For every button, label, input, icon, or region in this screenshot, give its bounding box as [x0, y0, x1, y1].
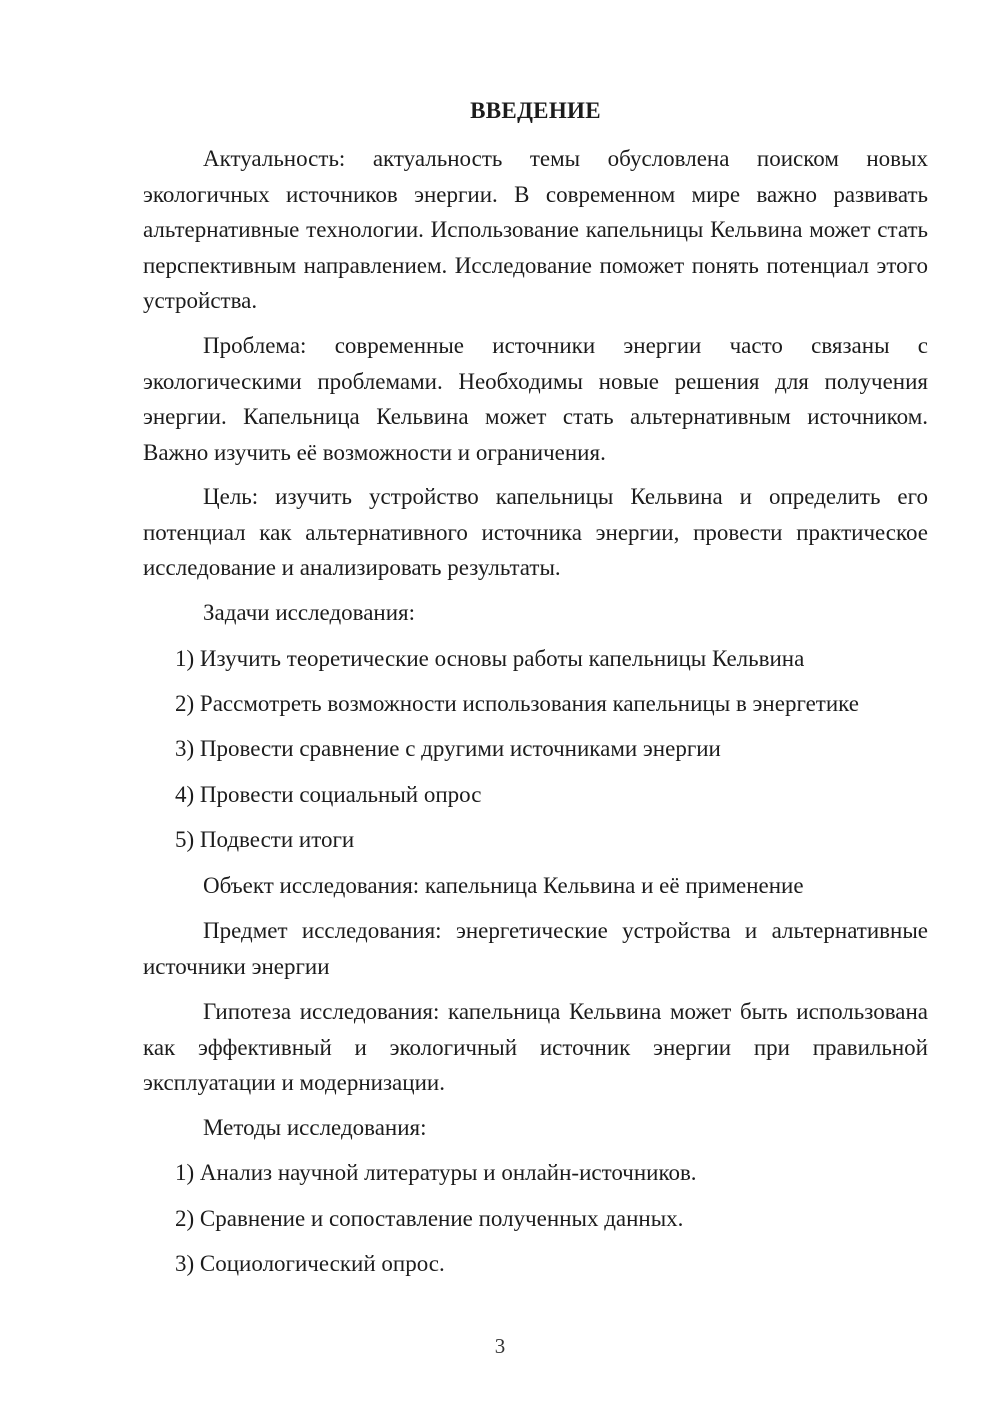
tasks-heading: Задачи исследования: — [203, 600, 416, 625]
object-line: Объект исследования: капельница Кельвина и её применение — [203, 873, 804, 898]
page-number: 3 — [494, 1334, 506, 1358]
method-item-2: 2) Сравнение и сопоставление полученных данных. — [175, 1206, 684, 1231]
goal-paragraph: Цель: изучить устройство капельницы Кельвина и определить его потенциал как альтернативного источника энергии, провести практическое исследование и анализировать результаты. — [143, 484, 928, 580]
hypothesis-paragraph: Гипотеза исследования: капельница Кельвина может быть использована как эффективный и экологичный источник энергии при правильной эксплуатации и модернизации. — [143, 999, 928, 1095]
method-item-1: 1) Анализ научной литературы и онлайн-источников. — [175, 1160, 697, 1185]
task-item-3: 3) Провести сравнение с другими источниками энергии — [175, 736, 721, 761]
section-title: ВВЕДЕНИЕ — [470, 98, 601, 123]
relevance-paragraph: Актуальность: актуальность темы обусловлена поиском новых экологичных источников энергии. В современном мире важно развивать альтернативные технологии. Использование капельницы Кельвина может стать перспективным направлением. Исследование поможет понять потенциал этого устройства. — [143, 146, 928, 313]
problem-paragraph: Проблема: современные источники энергии часто связаны с экологическими проблемами. Необходимы новые решения для получения энергии. Капельница Кельвина может стать альтернативным источником. Важно изучить её возможности и ограничения. — [143, 333, 928, 465]
subject-paragraph: Предмет исследования: энергетические устройства и альтернативные источники энергии — [143, 918, 928, 979]
task-item-4: 4) Провести социальный опрос — [175, 782, 482, 807]
task-item-2: 2) Рассмотреть возможности использования капельницы в энергетике — [175, 691, 859, 716]
methods-heading: Методы исследования: — [203, 1115, 427, 1140]
method-item-3: 3) Социологический опрос. — [175, 1251, 445, 1276]
task-item-1: 1) Изучить теоретические основы работы капельницы Кельвина — [175, 646, 805, 671]
task-item-5: 5) Подвести итоги — [175, 827, 355, 852]
